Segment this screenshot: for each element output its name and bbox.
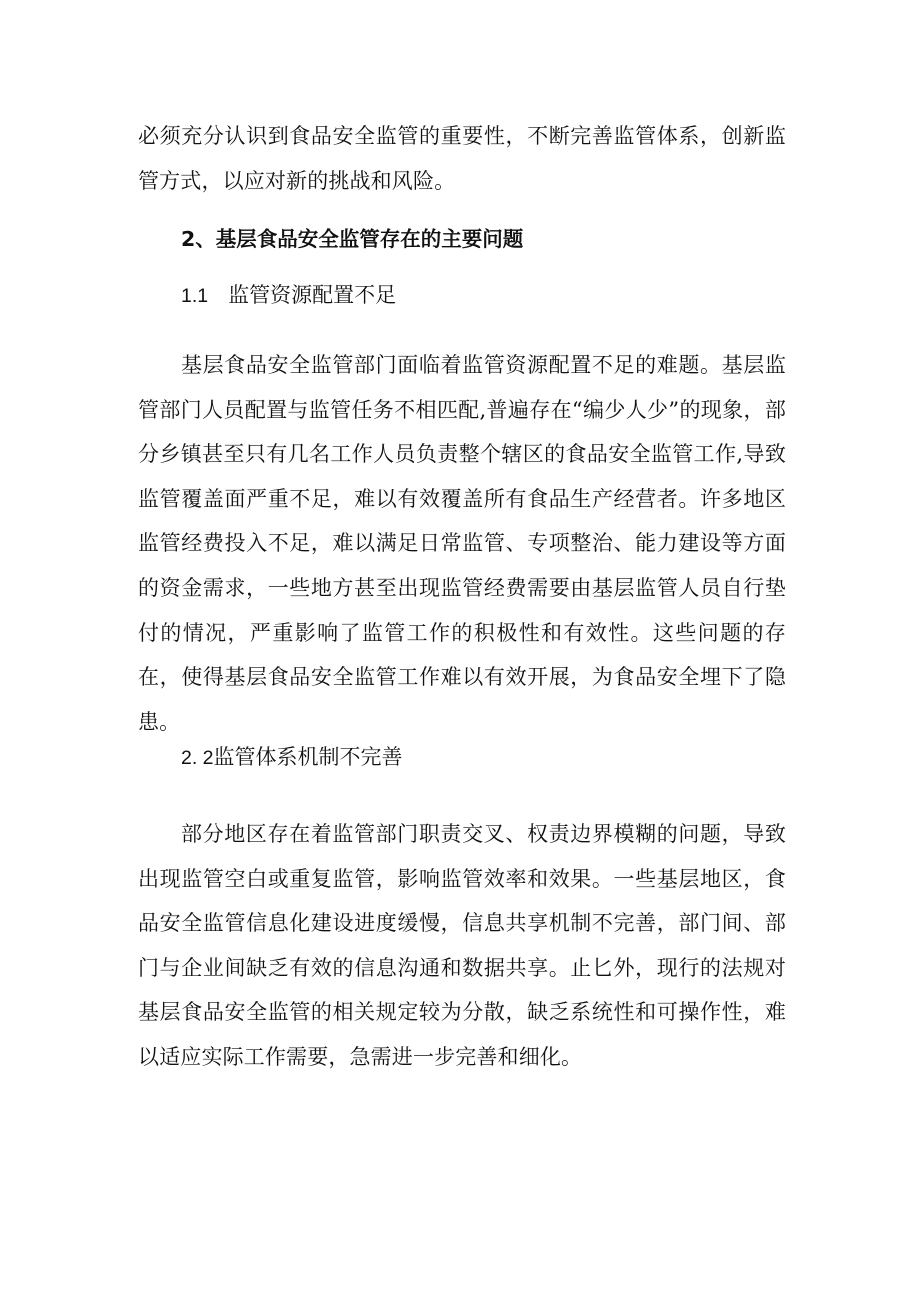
subsection-1-1-title: 监管资源配置不足	[228, 283, 397, 307]
paragraph-resources: 基层食品安全监管部门面临着监管资源配置不足的难题。基层监管部门人员配置与监管任务不相匹配,普遍存在“编少人少”的现象，部分乡镇甚至只有几名工作人员负责整个辖区的食品安全监管工作,导致监管覆盖面严重不足，难以有效覆盖所有食品生产经营者。许多地区监管经费投入不足，难以满足日常监管、专项整治、能力建设等方面的资金需求，一些地方甚至出现监管经费需要由基层监管人员自行垫付的情况，严重影响了监管工作的积极性和有效性。这些问题的存在，使得基层食品安全监管工作难以有效开展，为食品安全埋下了隐患。	[138, 353, 786, 734]
subsection-1-1-heading	[181, 280, 396, 311]
subsection-2-2-number: 2. 2	[181, 747, 214, 769]
subsection-2-2-title: 监管体系机制不完善	[213, 745, 403, 769]
section-2-heading: 2、基层食品安全监管存在的主要问题	[181, 227, 524, 251]
subsection-2-2-heading	[181, 742, 403, 773]
continuation-paragraph: 必须充分认识到食品安全监管的重要性，不断完善监管体系，创新监管方式，以应对新的挑战和风险。	[138, 124, 786, 193]
paragraph-mechanism: 部分地区存在着监管部门职责交叉、权责边界模糊的问题，导致出现监管空白或重复监管，影响监管效率和效果。一些基层地区，食品安全监管信息化建设进度缓慢，信息共享机制不完善，部门间、部门与企业间缺乏有效的信息沟通和数据共享。止匕外，现行的法规对基层食品安全监管的相关规定较为分散，缺乏系统性和可操作性，难以适应实际工作需要，急需进一步完善和细化。	[138, 822, 786, 1069]
subsection-1-1-number: 1.1	[181, 285, 209, 307]
